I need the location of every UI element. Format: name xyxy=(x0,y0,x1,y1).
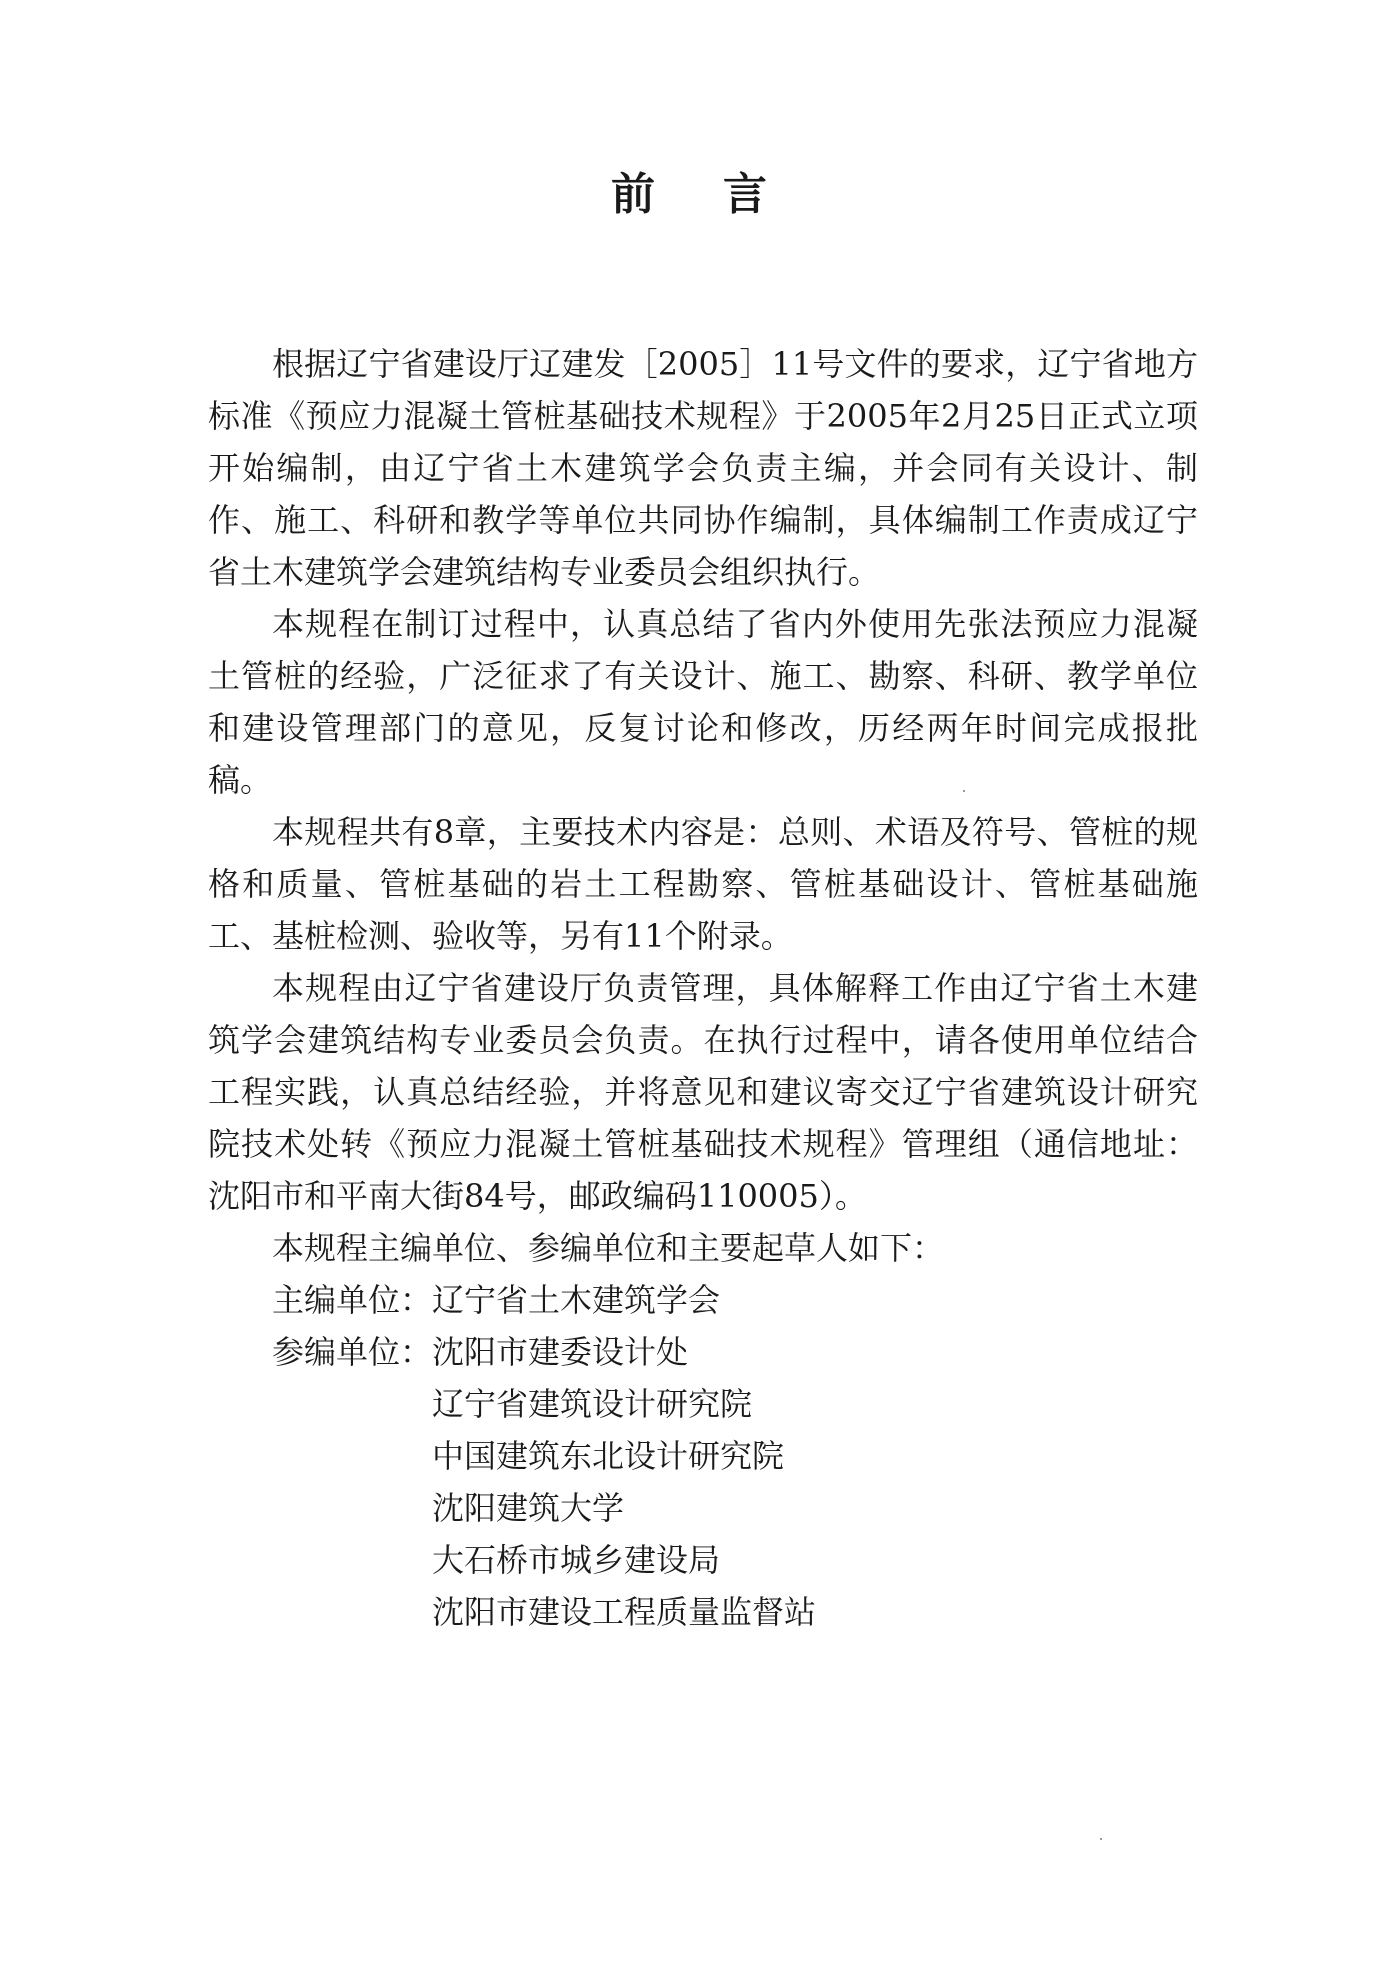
chief-unit-row xyxy=(208,1274,1198,1326)
participating-units-label: 参编单位： xyxy=(272,1333,433,1371)
participating-units-list xyxy=(432,1326,816,1638)
participating-unit: 沈阳市建设工程质量监督站 xyxy=(432,1593,817,1631)
participating-unit: 辽宁省建筑设计研究院 xyxy=(432,1385,753,1423)
page-title: 前言 xyxy=(611,169,835,220)
scan-speck xyxy=(963,790,965,792)
units-section xyxy=(208,1274,1198,1638)
paragraph-1: 根据辽宁省建设厅辽建发［2005］11号文件的要求，辽宁省地方标准《预应力混凝土管桩基础技术规程》于2005年2月25日正式立项开始编制，由辽宁省土木建筑学会负责主编，并会同有关设计、制作、施工、科研和教学等单位共同协作编制，具体编制工作责成辽宁省土木建筑学会建筑结构专业委员会组织执行。 xyxy=(208,345,1198,591)
paragraph-3: 本规程共有8章，主要技术内容是：总则、术语及符号、管桩的规格和质量、管桩基础的岩土工程勘察、管桩基础设计、管桩基础施工、基桩检测、验收等，另有11个附录。 xyxy=(208,813,1198,955)
paragraph-5: 本规程主编单位、参编单位和主要起草人如下： xyxy=(272,1229,945,1267)
paragraph-2: 本规程在制订过程中，认真总结了省内外使用先张法预应力混凝土管桩的经验，广泛征求了有关设计、施工、勘察、科研、教学单位和建设管理部门的意见，反复讨论和修改，历经两年时间完成报批稿。 xyxy=(208,605,1198,799)
participating-unit: 中国建筑东北设计研究院 xyxy=(432,1437,785,1475)
chief-unit-value: 辽宁省土木建筑学会 xyxy=(432,1281,721,1319)
paragraph-4: 本规程由辽宁省建设厅负责管理，具体解释工作由辽宁省土木建筑学会建筑结构专业委员会负责。在执行过程中，请各使用单位结合工程实践，认真总结经验，并将意见和建议寄交辽宁省建筑设计研究院技术处转《预应力混凝土管桩基础技术规程》管理组（通信地址：沈阳市和平南大街84号，邮政编码110005）。 xyxy=(208,969,1198,1215)
chief-unit-label: 主编单位： xyxy=(272,1281,433,1319)
scan-speck xyxy=(1100,1838,1102,1840)
participating-unit: 沈阳建筑大学 xyxy=(432,1489,625,1527)
participating-unit: 沈阳市建委设计处 xyxy=(432,1333,689,1371)
preface-body xyxy=(208,338,1198,1638)
participating-unit: 大石桥市城乡建设局 xyxy=(432,1541,721,1579)
participating-units-row xyxy=(208,1326,1198,1638)
